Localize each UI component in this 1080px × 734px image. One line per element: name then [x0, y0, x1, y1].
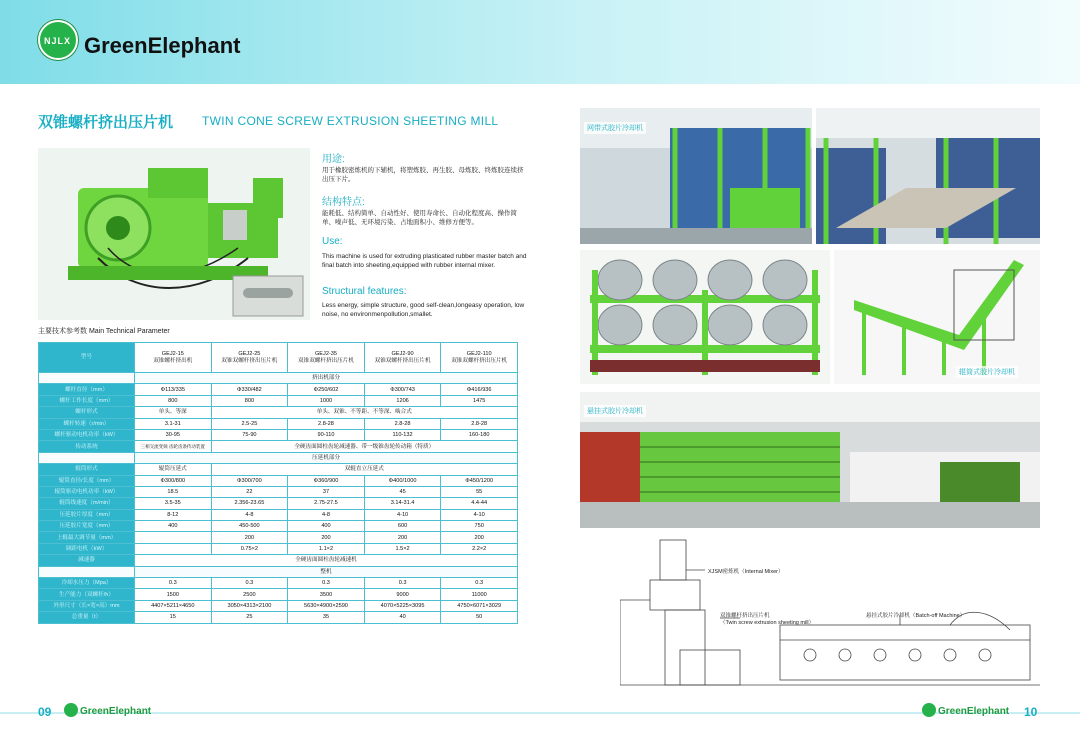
model-name: 双锥双螺杆挤出压片机 — [374, 357, 431, 364]
page-number-right: 10 — [1024, 705, 1038, 719]
row-label: 辊筒直径/长度（mm） — [39, 475, 135, 486]
cell: 2.5-25 — [211, 418, 288, 429]
model-name: 双锥双螺杆挤出压片机 — [451, 357, 508, 364]
label-extrusion-mill: 双锥螺杆挤出压片机 — [720, 613, 770, 619]
table-caption: 主要技术参考数 Main Technical Parameter — [38, 328, 170, 335]
net-belt-cooler-photo-2 — [816, 108, 1040, 244]
model-name: 双锥双螺杆挤出压片机 — [298, 357, 354, 364]
row-label: 总重量（t） — [39, 612, 135, 623]
cell: 160-180 — [441, 429, 518, 440]
features-cn-heading: 结构特点: — [322, 197, 365, 208]
cell: 1500 — [135, 589, 212, 600]
cell: 22 — [211, 486, 288, 497]
cell: 4407×5211×4650 — [135, 600, 212, 611]
cell: 单头、等深 — [135, 407, 212, 418]
model-code: GEJ2-110 — [466, 350, 492, 357]
cell: 75-90 — [211, 429, 288, 440]
row-label: 生产能力（双螺杆/h） — [39, 589, 135, 600]
cell: 450-500 — [211, 521, 288, 532]
cell: 11000 — [441, 589, 518, 600]
cell: 1000 — [288, 395, 365, 406]
model-cell — [135, 343, 212, 373]
cell: 200 — [441, 532, 518, 543]
elephant-logo-icon — [64, 703, 78, 717]
cell: 40 — [364, 612, 441, 623]
caption-net-belt-cooler: 网带式胶片冷却机 — [584, 122, 646, 134]
use-en-heading: Use: — [322, 236, 343, 247]
cell: 110-132 — [364, 429, 441, 440]
cell: 200 — [288, 532, 365, 543]
cell: 2500 — [211, 589, 288, 600]
section-whole: 整机 — [135, 566, 518, 577]
cell: 0.3 — [211, 578, 288, 589]
features-en-text: Less energy, simple structure, good self-clean,longeasy operation, low noise, no environmenpollution,smallet. — [322, 302, 525, 318]
table-row — [39, 555, 518, 566]
cell: 三相交流变频 齿轮齿条传动装置 — [135, 441, 212, 452]
row-label: 调距电机（kW） — [39, 543, 135, 554]
cell: 双辊直立压延式 — [211, 464, 517, 475]
row-label: 压延胶片厚度（mm） — [39, 509, 135, 520]
row-label: 辊筒线速度（m/min） — [39, 498, 135, 509]
cell: 37 — [288, 486, 365, 497]
row-label: 螺杆形式 — [39, 407, 135, 418]
table-row — [39, 464, 518, 475]
incline-cooler-photo — [834, 250, 1040, 384]
cell: 2.356-23.65 — [211, 498, 288, 509]
table-row — [39, 521, 518, 532]
production-line-schematic — [620, 535, 1040, 695]
cell: 25 — [211, 612, 288, 623]
table-row — [39, 395, 518, 406]
cell — [135, 543, 212, 554]
cell: 800 — [135, 395, 212, 406]
row-label: 冷却水压力（Mpa） — [39, 578, 135, 589]
cell: 2.8-28 — [364, 418, 441, 429]
cell: 1206 — [364, 395, 441, 406]
cell: 2.8-28 — [441, 418, 518, 429]
table-row — [39, 532, 518, 543]
cell: 4-10 — [441, 509, 518, 520]
cell: 0.3 — [135, 578, 212, 589]
cell: 600 — [364, 521, 441, 532]
cell: Φ416/936 — [441, 384, 518, 395]
cell: 1.1×2 — [288, 543, 365, 554]
row-label: 外形尺寸（长×宽×高）mm — [39, 600, 135, 611]
page-title-en: TWIN CONE SCREW EXTRUSION SHEETING MILL — [202, 114, 499, 128]
table-row — [39, 612, 518, 623]
cell: 200 — [364, 532, 441, 543]
cell: 3.5-35 — [135, 498, 212, 509]
model-name: 双锥双螺杆挤出压片机 — [221, 357, 278, 364]
table-row — [39, 384, 518, 395]
drum-cooler-photo — [580, 250, 830, 384]
cell: 800 — [211, 395, 288, 406]
cell: 750 — [441, 521, 518, 532]
row-label: 传动系统 — [39, 441, 135, 452]
cell: 0.3 — [364, 578, 441, 589]
section-label-cell — [39, 452, 135, 463]
cell: 3.14-31.4 — [364, 498, 441, 509]
cell: 50 — [441, 612, 518, 623]
cell: Φ330/482 — [211, 384, 288, 395]
cell: 4-10 — [364, 509, 441, 520]
table-row — [39, 407, 518, 418]
row-label: 螺杆转速（r/min） — [39, 418, 135, 429]
footer-brand-right: GreenElephant — [938, 706, 1010, 717]
cell: 1.5×2 — [364, 543, 441, 554]
cell: Φ250/602 — [288, 384, 365, 395]
label-internal-mixer: XJSM密炼机（Internal Mixer） — [708, 569, 784, 575]
cell: 全硬齿面圆柱齿轮减速机 — [135, 555, 518, 566]
model-cell — [364, 343, 441, 373]
model-code: GEJ2-15 — [161, 350, 184, 357]
table-header-row — [39, 343, 518, 373]
cell — [135, 532, 212, 543]
table-row — [39, 543, 518, 554]
cell: 400 — [288, 521, 365, 532]
cell: 全硬齿面圆柱齿轮减速器、带一级锥齿轮传动箱（特质） — [211, 441, 517, 452]
cell: 4-8 — [288, 509, 365, 520]
table-row — [39, 498, 518, 509]
footer-band — [0, 712, 1080, 714]
section-label-cell — [39, 566, 135, 577]
label-extrusion-mill-en: （Twin screw extrusion sheeting mill） — [720, 620, 815, 626]
cell: Φ400/1000 — [364, 475, 441, 486]
table-row — [39, 418, 518, 429]
extruder-machine-photo — [38, 148, 310, 320]
cell: 9000 — [364, 589, 441, 600]
cell: 400 — [135, 521, 212, 532]
table-row — [39, 509, 518, 520]
section-extruder: 挤出机部分 — [135, 373, 518, 384]
batch-off-cooler-photo — [580, 392, 1040, 528]
use-cn-text: 用于橡胶密炼机的下辅机，将塑炼胶、再生胶、母炼胶、终炼胶连续挤出压下片。 — [322, 167, 524, 183]
row-label: 上辊最大调节量（mm） — [39, 532, 135, 543]
cell: 4750×6071×3029 — [441, 600, 518, 611]
cell: 90-110 — [288, 429, 365, 440]
logo-text: NJLX — [44, 36, 72, 46]
row-label: 螺杆工作长度（mm） — [39, 395, 135, 406]
use-cn-heading: 用途: — [322, 154, 345, 165]
cell: 0.3 — [288, 578, 365, 589]
model-name: 双锥螺杆挤出机 — [153, 357, 193, 364]
caption-drum-cooler: 辊筒式胶片冷却机 — [956, 366, 1018, 378]
table-row — [39, 600, 518, 611]
cell: 单头、双锥、不等距、不等深、啮合式 — [211, 407, 517, 418]
cell: Φ360/900 — [288, 475, 365, 486]
model-code: GEJ2-35 — [314, 350, 338, 357]
row-label: 螺杆驱动电机功率（kW） — [39, 429, 135, 440]
cell: 18.5 — [135, 486, 212, 497]
footer-brand-left: GreenElephant — [80, 706, 152, 717]
cell: Φ300/700 — [211, 475, 288, 486]
cell: 200 — [211, 532, 288, 543]
spec-table — [38, 342, 518, 624]
row-label: 螺杆直径（mm） — [39, 384, 135, 395]
model-code: GEJ2-90 — [391, 350, 414, 357]
row-label: 减速器 — [39, 555, 135, 566]
section-calender: 压延机部分 — [135, 452, 518, 463]
model-cell — [441, 343, 518, 373]
cell: 辊筒压延式 — [135, 464, 212, 475]
use-en-text: This machine is used for extruding plasticated rubber master batch and final batch into sheeting,equipped with rubber internal mixer. — [322, 253, 527, 269]
cell: 1475 — [441, 395, 518, 406]
cell: 4.4-44 — [441, 498, 518, 509]
cell: Φ450/1200 — [441, 475, 518, 486]
label-batch-off: 悬挂式胶片冷却机（Batch-off Machine） — [866, 613, 966, 619]
cell: Φ300/800 — [135, 475, 212, 486]
elephant-logo-icon — [38, 20, 78, 60]
cell: 55 — [441, 486, 518, 497]
cell: Φ113/335 — [135, 384, 212, 395]
cell: 4-8 — [211, 509, 288, 520]
brand-name: GreenElephant — [84, 33, 241, 58]
row-label: 辊筒形式 — [39, 464, 135, 475]
cell: Φ300/743 — [364, 384, 441, 395]
cell: 4070×5225×3095 — [364, 600, 441, 611]
page-number-left: 09 — [38, 705, 52, 719]
cell: 3.1-31 — [135, 418, 212, 429]
cell: 35 — [288, 612, 365, 623]
elephant-logo-icon — [922, 703, 936, 717]
cell: 2.2×2 — [441, 543, 518, 554]
cell: 30-95 — [135, 429, 212, 440]
row-label: 辊筒驱动电机功率（kW） — [39, 486, 135, 497]
cell: 5630×4900×2590 — [288, 600, 365, 611]
model-cell — [288, 343, 365, 373]
table-row — [39, 486, 518, 497]
cell: 15 — [135, 612, 212, 623]
cell: 3500 — [288, 589, 365, 600]
table-row — [39, 578, 518, 589]
model-code: GEJ2-25 — [238, 350, 261, 357]
cell: 2.75-27.5 — [288, 498, 365, 509]
model-cell — [211, 343, 288, 373]
page-title-cn: 双锥螺杆挤出压片机 — [38, 113, 174, 131]
cell: 0.3 — [441, 578, 518, 589]
row-label: 压延胶片宽度（mm） — [39, 521, 135, 532]
cell: 0.75×2 — [211, 543, 288, 554]
cell: 8-12 — [135, 509, 212, 520]
table-row — [39, 475, 518, 486]
features-cn-text: 能耗低、结构简单、自动性好、使用寿命长、自动化程度高、操作简单、噪声低、无环境污染、占地面积小、维修方便等。 — [322, 210, 517, 226]
model-header: 型号 — [39, 343, 135, 373]
table-row — [39, 441, 518, 452]
section-label-cell — [39, 373, 135, 384]
table-row — [39, 429, 518, 440]
table-row — [39, 589, 518, 600]
features-en-heading: Structural features: — [322, 286, 407, 297]
caption-batch-off-cooler: 悬挂式胶片冷却机 — [584, 405, 646, 417]
cell: 2.8-28 — [288, 418, 365, 429]
cell: 45 — [364, 486, 441, 497]
cell: 3050×4313×2100 — [211, 600, 288, 611]
